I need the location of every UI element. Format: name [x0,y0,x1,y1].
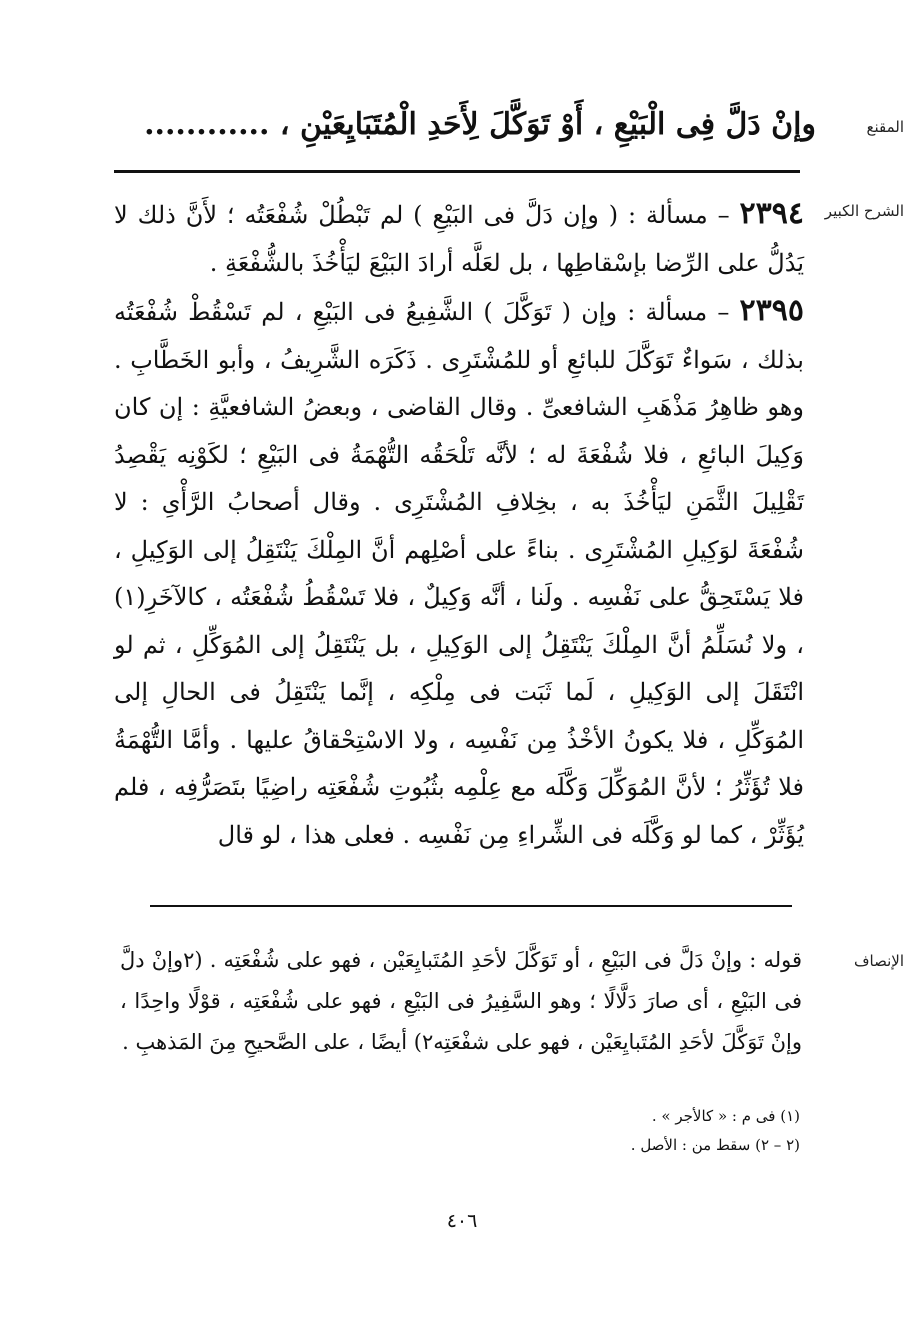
muqni-label: المقنع [866,118,904,136]
issue-paragraph [114,190,804,287]
issue-number: ٢٣٩٥ [739,293,804,328]
insaf-label: الإنصاف [853,952,904,970]
muqni-dots: ............ [144,107,270,142]
sharh-kabir-label: الشرح الكبير [824,202,904,220]
page-number: ٤٠٦ [446,1210,478,1232]
footnote: (٢ – ٢) سقط من : الأصل . [630,1136,800,1154]
issue-text: – مسألة : وإن ( تَوَكَّلَ ) الشَّفِيعُ فى البَيْعِ ، لم تَسْقُطْ شُفْعَتُه بذلك ، سَواءٌ تَوَكَّلَ للبائعِ أو للمُشْتَرِى . ذَكَرَه الشَّرِيفُ ، وأبو الخَطَّابِ . وهو ظاهِرُ مَذْهَبِ الشافعىِّ . وقال القاضى ، وبعضُ الشافعيَّةِ : إن كان وَكِيلَ البائعِ ، فلا شُفْعَةَ له ؛ لأنَّه تَلْحَقُه التُّهْمَةُ فى البَيْعِ ؛ لكَوْنِه يَقْصِدُ تَقْلِيلَ الثَّمَنِ ليَأْخُذَ به ، بخِلافِ المُشْتَرِى . وقال أصحابُ الرَّأْىِ : لا شُفْعَةَ لوَكِيلِ المُشْتَرِى . بناءً على أصْلِهم أنَّ المِلْكَ يَنْتَقِلُ إلى الوَكِيلِ ، فلا يَسْتَحِقُّ على نَفْسِه . ولَنا ، أنَّه وَكِيلٌ ، فلا تَسْقُطُ شُفْعَتُه ، كالآخَرِ(١) ، ولا نُسَلِّمُ أنَّ المِلْكَ يَنْتَقِلُ إلى الوَكِيلِ ، بل يَنْتَقِلُ إلى المُوَكِّلِ ، ثم لو انْتَقَلَ إلى الوَكِيلِ ، لَما ثَبَت فى مِلْكِه ، إنَّما يَنْتَقِلُ فى الحالِ إلى المُوَكِّلِ ، فلا يكونُ الأخْذُ مِن نَفْسِه ، ولا الاسْتِحْقاقُ عليها . وأمَّا التُّهْمَةُ فلا تُؤَثِّرُ ؛ لأنَّ المُوَكِّلَ وَكَّلَه مع عِلْمِه بثُبُوتِ شُفْعَتِه راضِيًا بتَصَرُّفِه ، فلم يُؤَثِّرْ ، كما لو وَكَّلَه فى الشِّراءِ مِن نَفْسِه . فعلى هذا ، لو قال [114,298,804,849]
footnotes [400,1102,800,1160]
issue-number: ٢٣٩٤ [739,196,804,231]
issue-text: – مسألة : ( وإن دَلَّ فى البَيْعِ ) لم تَبْطُلْ شُفْعَتُه ؛ لأَنَّ ذلك لا يَدُلُّ على الرِّضا بإسْقاطِها ، بل لعَلَّه أرادَ البَيْعَ ليَأْخُذَ بالشُّفْعَةِ . [114,201,804,277]
insaf-text: قوله : وإنْ دَلَّ فى البَيْعِ ، أو تَوَكَّلَ لأحَدِ المُتَبايِعَيْن ، فهو على شُفْعَتِه . (٢وإنْ دلَّ فى البَيْعِ ، أى صارَ دَلَّالًا ؛ وهو السَّفِيرُ فى البَيْعِ ، فهو على شُفْعَتِه ، قوْلًا واحِدًا ، وإنْ تَوَكَّلَ لأحَدِ المُتَبايِعَيْن ، فهو على شفْعَتِه٢) أيضًا ، على الصَّحيحِ مِنَ المَذهبِ . [120,948,802,1054]
issue-paragraph [114,287,804,859]
muqni-text-line [116,100,816,150]
sharh-body [114,190,804,859]
footnote: (١) فى م : « كالأجر » . [651,1107,800,1125]
insaf-body [120,940,802,1063]
muqni-text: وإنْ دَلَّ فِى الْبَيْعِ ، أَوْ تَوَكَّلَ لِأَحَدِ الْمُتَبَايِعَيْنِ ، [279,107,816,142]
header-divider [114,170,800,173]
section-divider [150,905,792,907]
